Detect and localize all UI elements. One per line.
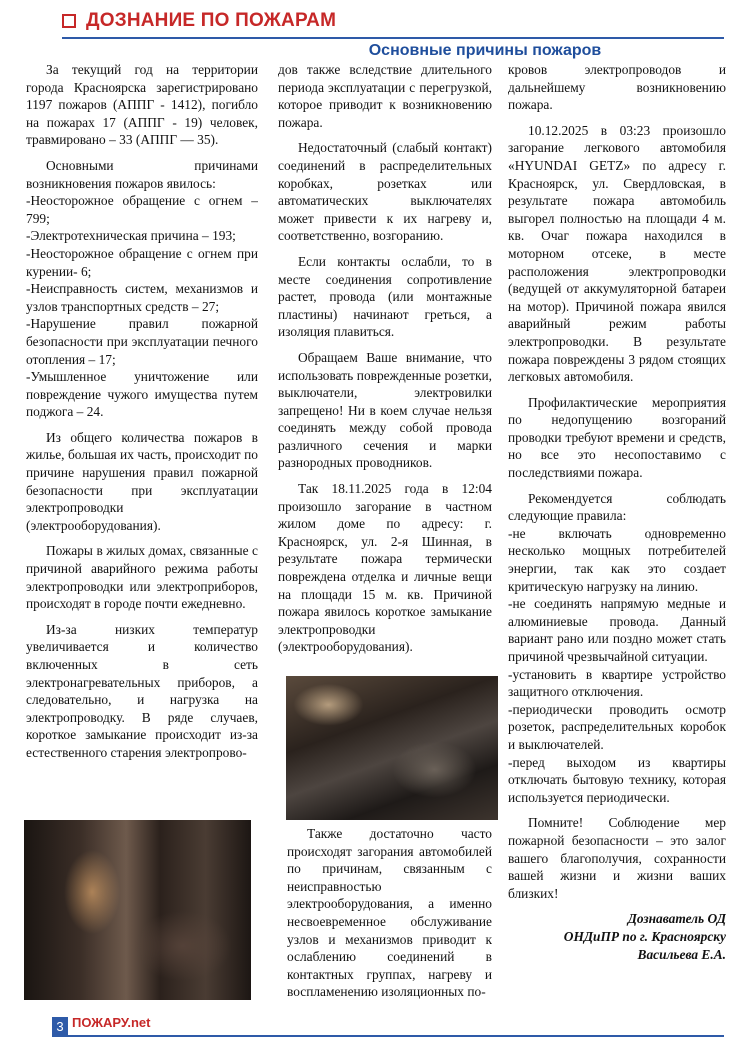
paragraph: 10.12.2025 в 03:23 произошло загорание легкового автомобиля «HYUNDAI GETZ» по адресу г. Красноярск, ул. Свердловская, в результате пожара автомобиль выгорел полностью на площади 4 м. кв. Очаг пожара находился в моторном отсеке, в месте расположения электропроводки (ведущей от аккумуляторной батареи на мотор). Причиной пожара явился аварийный режим работы электропроводки. В результате пожара повреждены 3 рядом стоящих легковых автомобиля. (508, 122, 726, 385)
list-item: -Неосторожное обращение с огнем – 799; (26, 193, 258, 226)
paragraph: Помните! Соблюдение мер пожарной безопасности – это залог вашего благополучия, сохранности вашей жизни и жизни ваших близких! (508, 815, 726, 901)
author-department: ОНДиПР по г. Красноярску (563, 929, 726, 945)
paragraph: дов также вследствие длительного периода эксплуатации с перегрузкой, которое приводит к возникновению пожара. (278, 62, 492, 130)
page-number: 3 (52, 1017, 68, 1037)
section-header (62, 6, 336, 36)
list-item: -не соединять напрямую медные и алюминиевые провода. Данный вариант рано или поздно может стать причиной чрезвычайной ситуации. (508, 596, 726, 664)
list-item: -периодически проводить осмотр розеток, распределительных коробок и выключателей. (508, 701, 726, 752)
paragraph: Так 18.11.2025 года в 12:04 произошло загорание в частном жилом доме по адресу: г. Красноярск, ул. 2-я Шинная, в результате пожара термически повреждена отделка и личные вещи на площади 15 м. кв. Причиной пожара явилось короткое замыкание электропроводки (электрооборудования). (278, 481, 492, 655)
column-2-continued (287, 825, 492, 1005)
paragraph: За текущий год на территории города Красноярска зарегистрировано 1197 пожаров (АППГ - 1412), погибло на пожарах 17 (АППГ - 19) человек, травмировано – 33 (АППГ — 35). (26, 62, 258, 148)
paragraph: Рекомендуется соблюдать следующие правила: (508, 490, 726, 524)
paragraph: Из-за низких температур увеличивается и количество включенных в сеть электронагревательных приборов, а следовательно, и нагрузка на электропроводку. В ряде случаев, короткое замыкание происходит из-за естественного старения электропрово- (26, 621, 258, 760)
list-item: -установить в квартире устройство защитного отключения. (508, 666, 726, 700)
header-divider (62, 37, 724, 39)
column-3 (508, 61, 726, 1001)
list-item: -Электротехническая причина – 193; (26, 228, 236, 244)
paragraph: кровов электропроводов и дальнейшему возникновению пожара. (508, 62, 726, 113)
paragraph: Профилактические мероприятия по недопущению возгораний проводки требуют времени и средств, но все это несопоставимо с последствиями пожара. (508, 394, 726, 481)
list-item: -не включать одновременно несколько мощных потребителей энергии, так как это создает критическую нагрузку на линию. (508, 525, 726, 594)
list-item: -Нарушение правил пожарной безопасности при эксплуатации печного отопления – 17; (26, 316, 258, 367)
footer-divider (62, 1035, 724, 1037)
paragraph: Из общего количества пожаров в жилье, большая их часть, происходит по причине нарушения правил пожарной безопасности при эксплуатации электропроводки (электрооборудования). (26, 429, 258, 533)
list-item: -Умышленное уничтожение или повреждение чужого имущества путем поджога – 24. (26, 369, 258, 420)
paragraph: Пожары в жилых домах, связанные с причиной аварийного режима работы электропроводки или электроприборов, происходят в городе почти ежедневно. (26, 543, 258, 612)
footer-brand: ПОЖАРУ.net (72, 1015, 151, 1030)
list-item: -перед выходом из квартиры отключать бытовую технику, которая используется периодически. (508, 754, 726, 805)
paragraph: Недостаточный (слабый контакт) соединений в распределительных коробках, розетках или автоматических выключателях может привести к их нагреву и, соответственно, возгоранию. (278, 140, 492, 244)
paragraph: Если контакты ослабли, то в месте соединения сопротивление растет, провода (или монтажные пластины) начинают греться, а изоляция плавиться. (278, 253, 492, 340)
column-2 (278, 61, 492, 671)
checkbox-square-icon (62, 14, 76, 28)
paragraph: Также достаточно часто происходят загорания автомобилей по причинам, связанным с неисправностью электрооборудования, а именно несвоевременное обслуживание узлов и механизмов приводит к ослаблению соединений в контактных группах, нагреву и воспламенению изоляционных по- (287, 826, 492, 1000)
author-name: Васильева Е.А. (637, 947, 726, 963)
paragraph: Обращаем Ваше внимание, что использовать поврежденные розетки, выключатели, электровилки запрещено! Ни в коем случае нельзя соединять между собой провода различного сечения и марки разнородных проводников. (278, 349, 492, 471)
fire-damaged-room-photo (24, 820, 251, 1000)
column-1 (26, 61, 258, 821)
list-item: -Неисправность систем, механизмов и узлов транспортных средств – 27; (26, 281, 258, 314)
section-title: ДОЗНАНИЕ ПО ПОЖАРАМ (86, 10, 337, 31)
burned-interior-photo (286, 676, 498, 820)
article-title: Основные причины пожаров (368, 42, 602, 59)
paragraph: Основными причинами возникновения пожаров явилось: (26, 157, 258, 191)
author-position: Дознаватель ОД (627, 911, 726, 927)
list-item: -Неосторожное обращение с огнем при курении- 6; (26, 245, 258, 279)
